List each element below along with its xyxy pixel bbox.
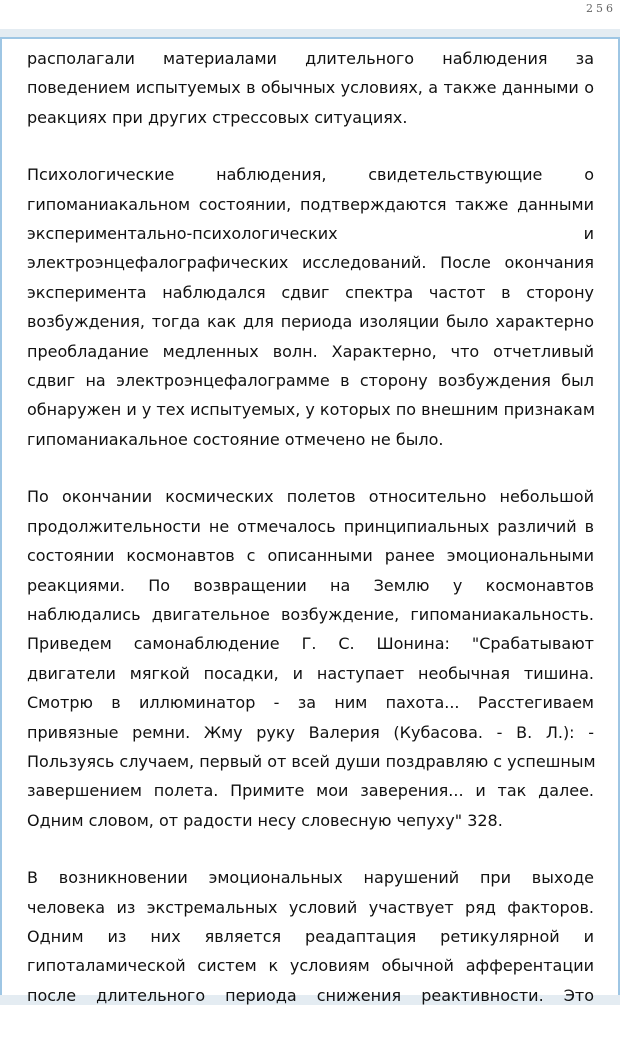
text-line: наблюдались двигательное возбуждение, гипоманиакальность. [27, 604, 594, 624]
text-line: Смотрю в иллюминатор - за ним пахота... Расстегиваем [27, 693, 594, 713]
text-line: электроэнцефалографических исследований. После окончания [27, 253, 594, 273]
text-line: реакциях при других стрессовых ситуациях. [27, 107, 408, 127]
text-line: эксперимента наблюдался сдвиг спектра частот в сторону [27, 282, 594, 302]
page-number: 256 [586, 2, 616, 15]
text-line: Приведем самонаблюдение Г. С. Шонина: "Срабатывают [27, 634, 594, 654]
text-line: располагали материалами длительного наблюдения за [27, 49, 594, 68]
text-line: экспериментально-психологических и [27, 224, 594, 244]
text-line: возбуждения, тогда как для периода изоляции было характерно [27, 312, 594, 332]
text-line: преобладание медленных волн. Характерно, что отчетливый [27, 341, 594, 361]
text-line: обнаружен и у тех испытуемых, у которых по внешним признакам [27, 400, 595, 420]
text-column [27, 44, 594, 1038]
text-line: гипоталамической систем к условиям обычной афферентации [27, 956, 594, 976]
text-line: завершением полета. Примите мои заверения... и так далее. [27, 781, 594, 801]
text-line: Одним словом, от радости несу словесную чепуху" 328. [27, 810, 503, 830]
paragraph-3 [27, 482, 594, 835]
text-line: после длительного периода снижения реактивности. Это [27, 985, 594, 1005]
text-line: привязные ремни. Жму руку Валерия (Кубасова. - В. Л.): - [27, 722, 594, 742]
text-line: Психологические наблюдения, свидетельствующие о [27, 165, 594, 185]
text-line: поведением испытуемых в обычных условиях, а также данными о [27, 78, 594, 98]
page-header [0, 0, 620, 24]
text-line: гипоманиакальное состояние отмечено не было. [27, 429, 444, 449]
text-line: гипоманиакальном состоянии, подтверждаются также данными [27, 194, 594, 214]
header-divider [0, 29, 620, 37]
text-line: человека из экстремальных условий участвует ряд факторов. [27, 897, 594, 917]
text-line: сдвиг на электроэнцефалограмме в сторону возбуждения был [27, 371, 594, 391]
text-line: реакциями. По возвращении на Землю у космонавтов [27, 575, 594, 595]
paragraph-1 [27, 44, 594, 132]
text-line: состоянии космонавтов с описанными ранее эмоциональными [27, 546, 594, 566]
text-line: Одним из них является реадаптация ретикулярной и [27, 926, 594, 946]
text-line: По окончании космических полетов относительно небольшой [27, 487, 594, 507]
text-line: продолжительности не отмечалось принципиальных различий в [27, 516, 594, 536]
text-line: Пользуясь случаем, первый от всей души поздравляю с успешным [27, 751, 596, 771]
paragraph-4 [27, 863, 594, 1010]
text-line: В возникновении эмоциональных нарушений при выходе [27, 868, 594, 888]
text-line: двигатели мягкой посадки, и наступает необычная тишина. [27, 663, 594, 683]
paragraph-2 [27, 160, 594, 454]
